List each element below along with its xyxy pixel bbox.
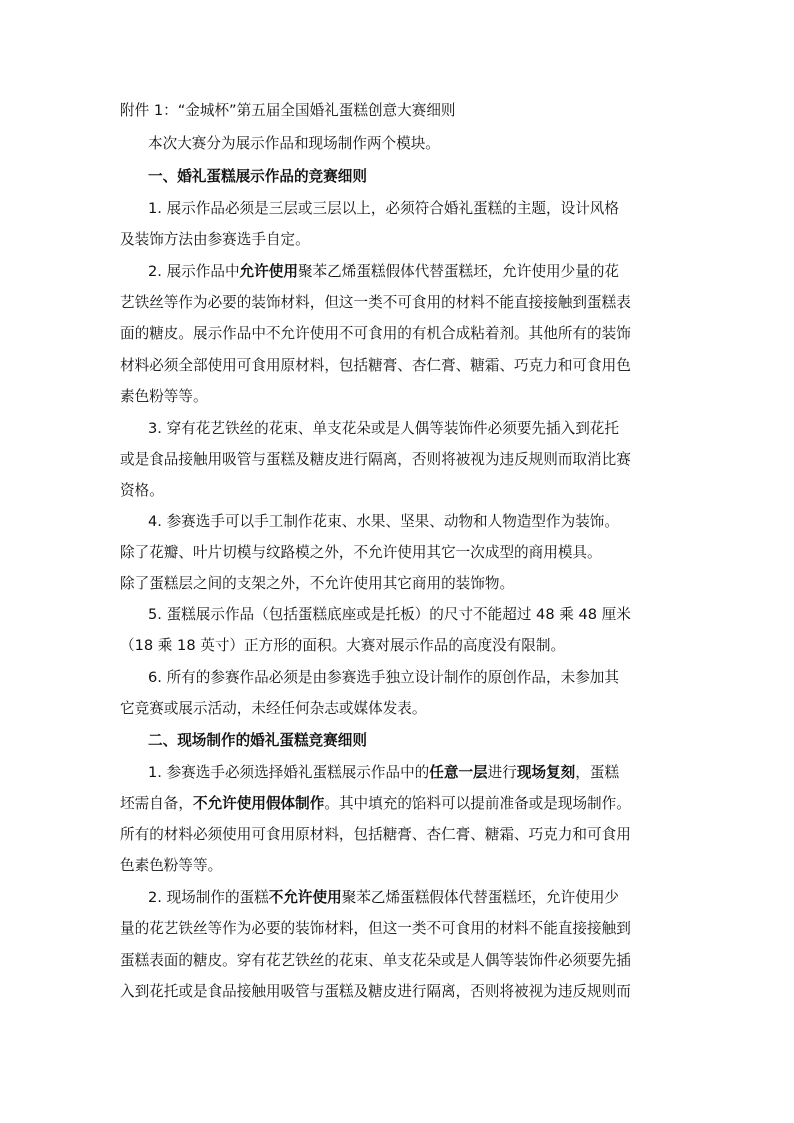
s1-p3-line-2: 或是食品接触用吸管与蛋糕及糖皮进行隔离，否则将被视为违反规则而取消比赛 xyxy=(120,451,631,468)
s1-p3-line-3: 资格。 xyxy=(120,482,164,499)
s1-p3-line-1: 3. 穿有花艺铁丝的花束、单支花朵或是人偶等装饰件必须要先插入到花托 xyxy=(148,420,619,437)
document-title: 附件 1：“金城杯”第五届全国婚礼蛋糕创意大赛细则 xyxy=(120,102,456,119)
s2-p2-line-1: 2. 现场制作的蛋糕不允许使用聚苯乙烯蛋糕假体代替蛋糕坯，允许使用少 xyxy=(148,889,620,906)
emphasis: 任意一层 xyxy=(429,764,488,781)
s1-p2-line-1: 2. 展示作品中允许使用聚苯乙烯蛋糕假体代替蛋糕坯，允许使用少量的花 xyxy=(148,263,620,280)
s1-p2-line-5: 素色粉等等。 xyxy=(120,388,208,405)
s2-p1-line-3: 所有的材料必须使用可食用原材料，包括糖膏、杏仁膏、糖霜、巧克力和可食用 xyxy=(120,826,631,843)
s1-p5-line-1: 5. 蛋糕展示作品（包括蛋糕底座或是托板）的尺寸不能超过 48 乘 48 厘米 xyxy=(148,606,631,623)
s1-p4-line-1: 4. 参赛选手可以手工制作花束、水果、坚果、动物和人物造型作为装饰。 xyxy=(148,513,619,530)
s2-p1-line-4: 色素色粉等等。 xyxy=(120,857,223,874)
s2-p1-line-2: 坯需自备，不允许使用假体制作。其中填充的馅料可以提前准备或是现场制作。 xyxy=(120,795,631,812)
s2-p1-line-1: 1. 参赛选手必须选择婚礼蛋糕展示作品中的任意一层进行现场复刻，蛋糕 xyxy=(148,764,620,781)
intro-paragraph: 本次大赛分为展示作品和现场制作两个模块。 xyxy=(148,135,440,152)
emphasis: 现场复刻 xyxy=(516,764,576,781)
s2-p2-line-3: 蛋糕表面的糖皮。穿有花艺铁丝的花束、单支花朵或是人偶等装饰件必须要先插 xyxy=(120,952,631,969)
section-2-heading: 二、现场制作的婚礼蛋糕竞赛细则 xyxy=(148,732,367,749)
s1-p5-line-2: （18 乘 18 英寸）正方形的面积。大赛对展示作品的高度没有限制。 xyxy=(120,637,566,654)
s1-p6-line-2: 它竞赛或展示活动，未经任何杂志或媒体发表。 xyxy=(120,700,427,717)
s1-p2-line-2: 艺铁丝等作为必要的装饰材料，但这一类不可食用的材料不能直接接触到蛋糕表 xyxy=(120,294,631,311)
s1-p1-line-1: 1. 展示作品必须是三层或三层以上，必须符合婚礼蛋糕的主题，设计风格 xyxy=(148,200,619,217)
s1-p4-line-2: 除了花瓣、叶片切模与纹路模之外，不允许使用其它一次成型的商用模具。 xyxy=(120,544,602,561)
s1-p2-line-3: 面的糖皮。展示作品中不允许使用不可食用的有机合成粘着剂。其他所有的装饰 xyxy=(120,325,631,342)
s2-p2-line-2: 量的花艺铁丝等作为必要的装饰材料，但这一类不可食用的材料不能直接接触到 xyxy=(120,920,631,937)
emphasis: 不允许使用 xyxy=(268,889,342,906)
s2-p2-line-4: 入到花托或是食品接触用吸管与蛋糕及糖皮进行隔离，否则将被视为违反规则而 xyxy=(120,983,631,1000)
section-1-heading: 一、婚礼蛋糕展示作品的竞赛细则 xyxy=(148,168,367,185)
s1-p1-line-2: 及装饰方法由参赛选手自定。 xyxy=(120,231,310,248)
emphasis: 不允许使用假体制作 xyxy=(192,795,325,812)
s1-p4-line-3: 除了蛋糕层之间的支架之外，不允许使用其它商用的装饰物。 xyxy=(120,575,515,592)
s1-p2-line-4: 材料必须全部使用可食用原材料，包括糖膏、杏仁膏、糖霜、巧克力和可食用色 xyxy=(120,357,631,374)
s1-p6-line-1: 6. 所有的参赛作品必须是由参赛选手独立设计制作的原创作品，未参加其 xyxy=(148,669,619,686)
emphasis: 允许使用 xyxy=(239,263,298,280)
